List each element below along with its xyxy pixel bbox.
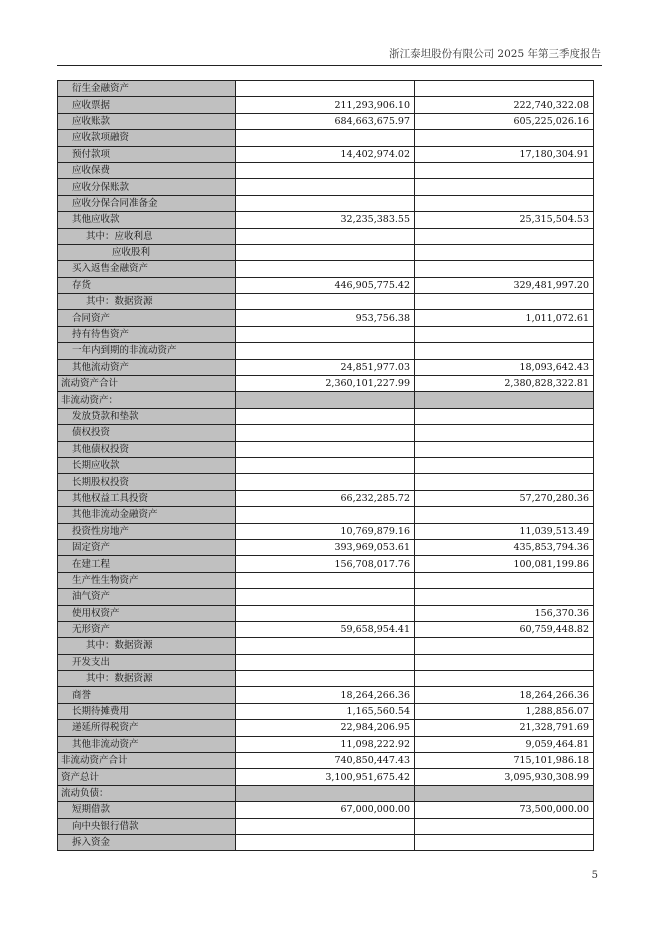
current-period-value — [236, 654, 415, 670]
current-period-value — [236, 261, 415, 277]
prior-period-value: 9,059,464.81 — [415, 736, 594, 752]
prior-period-value — [415, 507, 594, 523]
current-period-value: 211,293,906.10 — [236, 97, 415, 113]
row-label: 买入返售金融资产 — [58, 261, 236, 277]
row-label: 递延所得税资产 — [58, 720, 236, 736]
table-row — [58, 621, 594, 637]
row-label: 其中：数据资源 — [58, 638, 236, 654]
table-row — [58, 703, 594, 719]
row-label: 在建工程 — [58, 556, 236, 572]
table-row — [58, 162, 594, 178]
table-row — [58, 113, 594, 129]
table-row — [58, 179, 594, 195]
table-row — [58, 572, 594, 588]
table-row — [58, 785, 594, 801]
table-row — [58, 326, 594, 342]
row-label: 衍生金融资产 — [58, 81, 236, 97]
prior-period-value — [415, 785, 594, 801]
row-label: 债权投资 — [58, 425, 236, 441]
prior-period-value: 715,101,986.18 — [415, 753, 594, 769]
row-label: 发放贷款和垫款 — [58, 408, 236, 424]
prior-period-value — [415, 343, 594, 359]
current-period-value — [236, 457, 415, 473]
row-label: 开发支出 — [58, 654, 236, 670]
prior-period-value: 57,270,280.36 — [415, 490, 594, 506]
table-row — [58, 769, 594, 785]
table-row — [58, 376, 594, 392]
prior-period-value — [415, 818, 594, 834]
table-row — [58, 834, 594, 850]
row-label: 投资性房地产 — [58, 523, 236, 539]
table-row — [58, 244, 594, 260]
row-label: 非流动资产合计 — [58, 753, 236, 769]
current-period-value — [236, 392, 415, 408]
current-period-value — [236, 572, 415, 588]
prior-period-value: 100,081,199.86 — [415, 556, 594, 572]
table-row — [58, 605, 594, 621]
current-period-value — [236, 425, 415, 441]
current-period-value: 740,850,447.43 — [236, 753, 415, 769]
current-period-value — [236, 638, 415, 654]
prior-period-value — [415, 392, 594, 408]
table-row — [58, 556, 594, 572]
current-period-value — [236, 130, 415, 146]
prior-period-value — [415, 130, 594, 146]
table-row — [58, 687, 594, 703]
prior-period-value — [415, 408, 594, 424]
prior-period-value — [415, 244, 594, 260]
table-row — [58, 539, 594, 555]
current-period-value: 1,165,560.54 — [236, 703, 415, 719]
prior-period-value: 11,039,513.49 — [415, 523, 594, 539]
table-row — [58, 277, 594, 293]
row-label: 存货 — [58, 277, 236, 293]
row-label: 资产总计 — [58, 769, 236, 785]
row-label: 合同资产 — [58, 310, 236, 326]
prior-period-value — [415, 457, 594, 473]
prior-period-value: 3,095,930,308.99 — [415, 769, 594, 785]
row-label: 应收分保账款 — [58, 179, 236, 195]
prior-period-value — [415, 294, 594, 310]
row-label: 其他流动资产 — [58, 359, 236, 375]
row-label: 其中：应收利息 — [58, 228, 236, 244]
row-label: 无形资产 — [58, 621, 236, 637]
current-period-value: 32,235,383.55 — [236, 212, 415, 228]
row-label: 长期股权投资 — [58, 474, 236, 490]
prior-period-value — [415, 195, 594, 211]
row-label: 持有待售资产 — [58, 326, 236, 342]
table-row — [58, 212, 594, 228]
row-label: 应收分保合同准备金 — [58, 195, 236, 211]
prior-period-value — [415, 441, 594, 457]
current-period-value: 59,658,954.41 — [236, 621, 415, 637]
prior-period-value — [415, 474, 594, 490]
current-period-value: 18,264,266.36 — [236, 687, 415, 703]
prior-period-value: 2,380,828,322.81 — [415, 376, 594, 392]
row-label: 其他非流动资产 — [58, 736, 236, 752]
row-label: 长期应收款 — [58, 457, 236, 473]
row-label: 非流动资产： — [58, 392, 236, 408]
table-row — [58, 523, 594, 539]
balance-sheet-body — [58, 81, 594, 851]
table-row — [58, 720, 594, 736]
row-label: 流动负债： — [58, 785, 236, 801]
table-row — [58, 425, 594, 441]
table-row — [58, 408, 594, 424]
row-label: 拆入资金 — [58, 834, 236, 850]
row-label: 应收票据 — [58, 97, 236, 113]
table-row — [58, 507, 594, 523]
row-label: 向中央银行借款 — [58, 818, 236, 834]
prior-period-value: 73,500,000.00 — [415, 802, 594, 818]
row-label: 其他非流动金融资产 — [58, 507, 236, 523]
table-row — [58, 589, 594, 605]
prior-period-value — [415, 162, 594, 178]
row-label: 使用权资产 — [58, 605, 236, 621]
prior-period-value: 18,093,642.43 — [415, 359, 594, 375]
prior-period-value — [415, 179, 594, 195]
current-period-value: 2,360,101,227.99 — [236, 376, 415, 392]
table-row — [58, 294, 594, 310]
table-row — [58, 392, 594, 408]
table-row — [58, 97, 594, 113]
row-label: 预付款项 — [58, 146, 236, 162]
current-period-value — [236, 343, 415, 359]
prior-period-value: 25,315,504.53 — [415, 212, 594, 228]
current-period-value: 684,663,675.97 — [236, 113, 415, 129]
row-label: 其他权益工具投资 — [58, 490, 236, 506]
table-row — [58, 195, 594, 211]
table-row — [58, 654, 594, 670]
prior-period-value: 329,481,997.20 — [415, 277, 594, 293]
report-header-title: 浙江泰坦股份有限公司 2025 年第三季度报告 — [389, 48, 601, 60]
current-period-value — [236, 408, 415, 424]
prior-period-value: 17,180,304.91 — [415, 146, 594, 162]
current-period-value — [236, 326, 415, 342]
prior-period-value — [415, 81, 594, 97]
header-divider — [57, 65, 602, 66]
current-period-value — [236, 507, 415, 523]
table-row — [58, 228, 594, 244]
prior-period-value: 222,740,322.08 — [415, 97, 594, 113]
current-period-value: 67,000,000.00 — [236, 802, 415, 818]
row-label: 短期借款 — [58, 802, 236, 818]
row-label: 其他应收款 — [58, 212, 236, 228]
current-period-value — [236, 605, 415, 621]
prior-period-value — [415, 228, 594, 244]
current-period-value — [236, 589, 415, 605]
row-label: 油气资产 — [58, 589, 236, 605]
table-row — [58, 490, 594, 506]
current-period-value — [236, 671, 415, 687]
prior-period-value — [415, 326, 594, 342]
prior-period-value: 60,759,448.82 — [415, 621, 594, 637]
current-period-value — [236, 294, 415, 310]
row-label: 一年内到期的非流动资产 — [58, 343, 236, 359]
table-row — [58, 736, 594, 752]
table-row — [58, 802, 594, 818]
prior-period-value: 435,853,794.36 — [415, 539, 594, 555]
row-label: 应收保费 — [58, 162, 236, 178]
current-period-value — [236, 228, 415, 244]
current-period-value: 393,969,053.61 — [236, 539, 415, 555]
current-period-value — [236, 195, 415, 211]
current-period-value: 156,708,017.76 — [236, 556, 415, 572]
row-label: 固定资产 — [58, 539, 236, 555]
table-row — [58, 81, 594, 97]
prior-period-value: 605,225,026.16 — [415, 113, 594, 129]
row-label: 其他债权投资 — [58, 441, 236, 457]
current-period-value — [236, 81, 415, 97]
prior-period-value: 18,264,266.36 — [415, 687, 594, 703]
table-row — [58, 261, 594, 277]
table-row — [58, 638, 594, 654]
row-label: 商誉 — [58, 687, 236, 703]
current-period-value: 446,905,775.42 — [236, 277, 415, 293]
current-period-value — [236, 162, 415, 178]
table-row — [58, 146, 594, 162]
prior-period-value: 156,370.36 — [415, 605, 594, 621]
current-period-value: 11,098,222.92 — [236, 736, 415, 752]
row-label: 应收股利 — [58, 244, 236, 260]
table-row — [58, 310, 594, 326]
prior-period-value — [415, 671, 594, 687]
prior-period-value: 21,328,791.69 — [415, 720, 594, 736]
prior-period-value — [415, 638, 594, 654]
current-period-value: 953,756.38 — [236, 310, 415, 326]
row-label: 长期待摊费用 — [58, 703, 236, 719]
balance-sheet-table — [57, 80, 594, 851]
current-period-value — [236, 474, 415, 490]
current-period-value: 3,100,951,675.42 — [236, 769, 415, 785]
row-label: 其中：数据资源 — [58, 671, 236, 687]
row-label: 生产性生物资产 — [58, 572, 236, 588]
table-row — [58, 441, 594, 457]
table-row — [58, 457, 594, 473]
row-label: 流动资产合计 — [58, 376, 236, 392]
prior-period-value: 1,288,856.07 — [415, 703, 594, 719]
current-period-value: 10,769,879.16 — [236, 523, 415, 539]
current-period-value — [236, 818, 415, 834]
current-period-value: 14,402,974.02 — [236, 146, 415, 162]
prior-period-value: 1,011,072.61 — [415, 310, 594, 326]
table-row — [58, 818, 594, 834]
table-row — [58, 130, 594, 146]
current-period-value — [236, 244, 415, 260]
prior-period-value — [415, 834, 594, 850]
table-row — [58, 359, 594, 375]
table-row — [58, 474, 594, 490]
row-label: 其中：数据资源 — [58, 294, 236, 310]
current-period-value: 66,232,285.72 — [236, 490, 415, 506]
prior-period-value — [415, 261, 594, 277]
table-row — [58, 671, 594, 687]
row-label: 应收账款 — [58, 113, 236, 129]
current-period-value — [236, 834, 415, 850]
prior-period-value — [415, 425, 594, 441]
page-number: 5 — [591, 870, 598, 881]
current-period-value: 24,851,977.03 — [236, 359, 415, 375]
table-row — [58, 343, 594, 359]
prior-period-value — [415, 589, 594, 605]
row-label: 应收款项融资 — [58, 130, 236, 146]
current-period-value — [236, 785, 415, 801]
current-period-value: 22,984,206.95 — [236, 720, 415, 736]
prior-period-value — [415, 654, 594, 670]
current-period-value — [236, 441, 415, 457]
prior-period-value — [415, 572, 594, 588]
current-period-value — [236, 179, 415, 195]
table-row — [58, 753, 594, 769]
